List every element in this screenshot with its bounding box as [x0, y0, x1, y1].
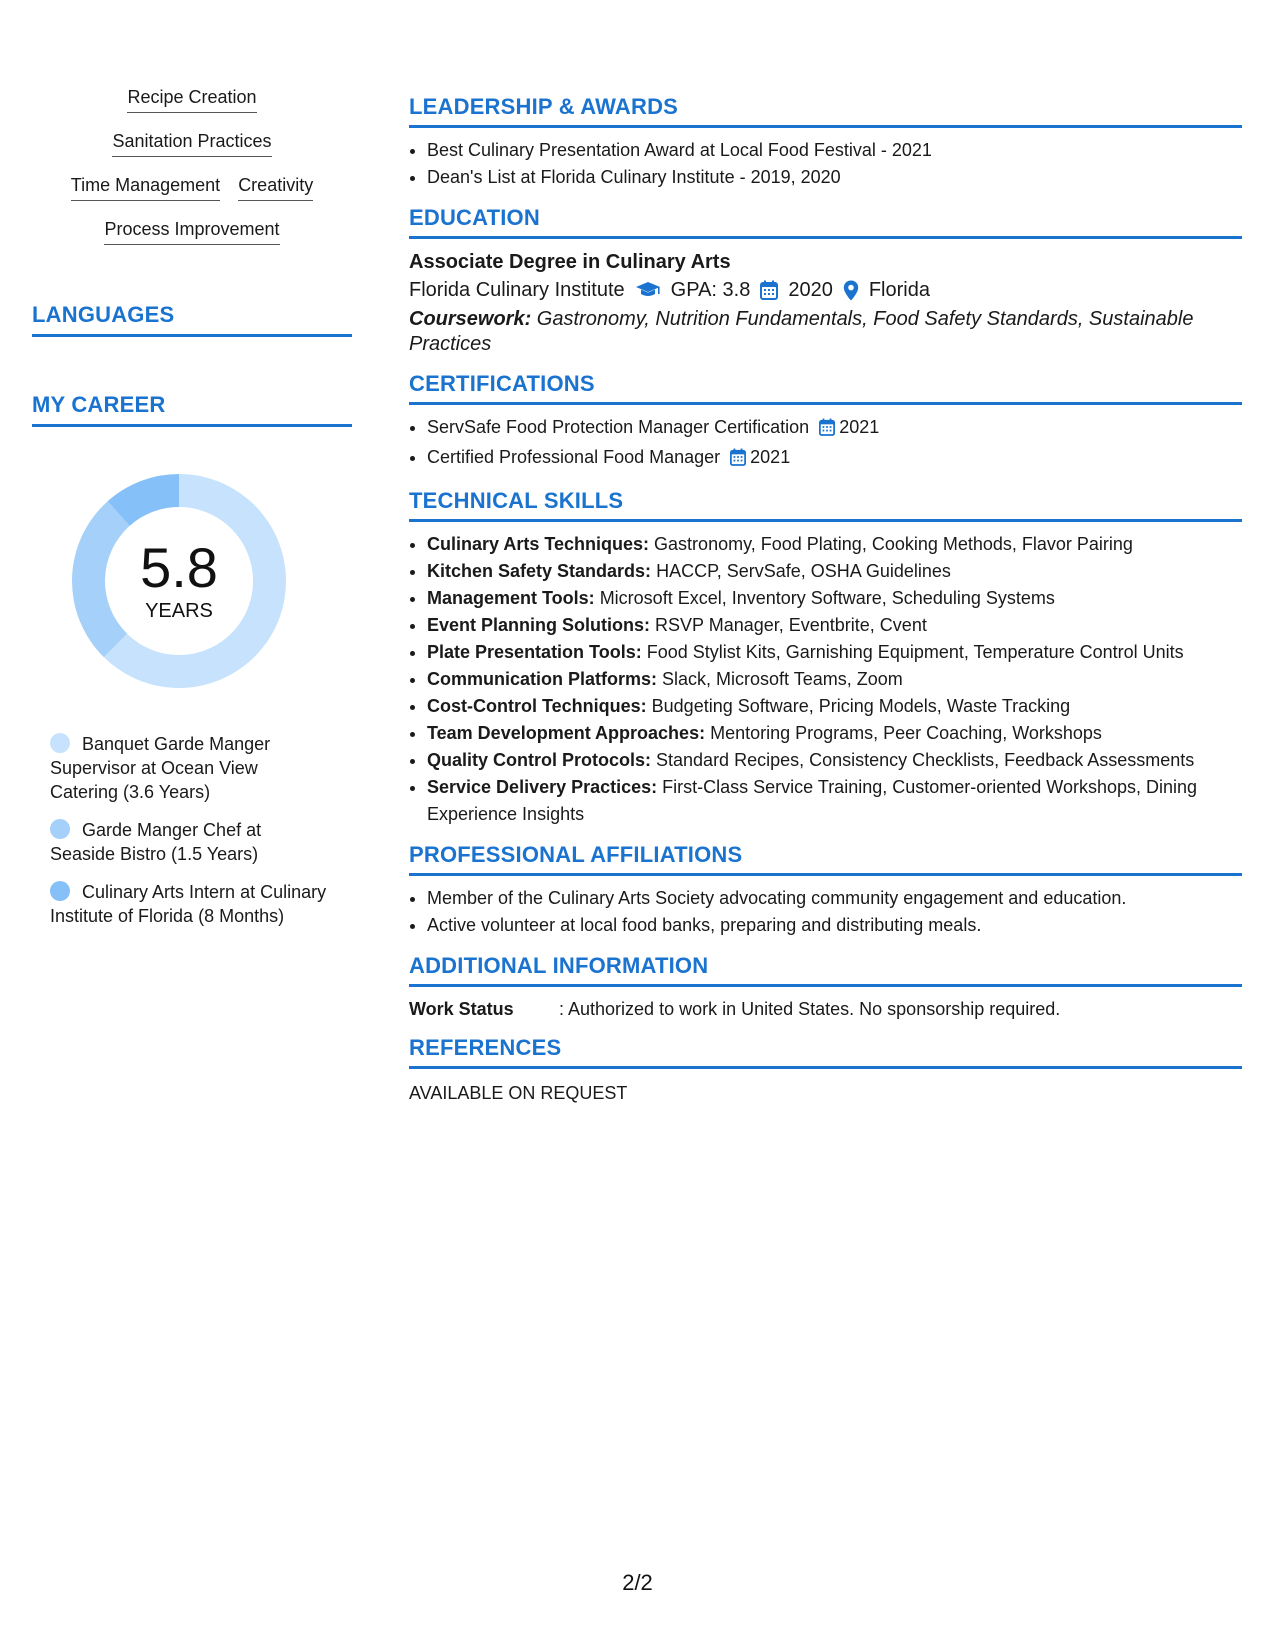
career-entry-label: Banquet Garde Manger Supervisor at Ocean View Catering (3.6 Years): [50, 734, 271, 802]
affiliations-list: [409, 885, 1242, 939]
references-heading: REFERENCES: [409, 1035, 1242, 1069]
skill-category: Kitchen Safety Standards:: [427, 561, 652, 581]
career-donut-chart: [66, 468, 292, 694]
languages-heading: LANGUAGES: [32, 302, 352, 337]
career-total-years: 5.8: [140, 536, 218, 599]
skill-values: Slack, Microsoft Teams, Zoom: [657, 669, 903, 689]
skill-values: HACCP, ServSafe, OSHA Guidelines: [651, 561, 951, 581]
affiliation-item: • Active volunteer at local food banks, preparing and distributing meals.: [427, 912, 1242, 939]
skill-category: Event Planning Solutions:: [427, 615, 651, 635]
technical-skill-item: [427, 666, 1242, 693]
legend-swatch: [50, 881, 70, 901]
coursework-label: Coursework:: [409, 308, 532, 330]
skill-category: Quality Control Protocols:: [427, 750, 652, 770]
calendar-icon: [730, 447, 746, 474]
certification-item: [427, 414, 1242, 444]
additional-info-heading: ADDITIONAL INFORMATION: [409, 953, 1242, 987]
career-legend: [50, 732, 330, 942]
career-legend-item: [50, 732, 330, 804]
coursework-text: Gastronomy, Nutrition Fundamentals, Food Safety Standards, Sustainable Practices: [409, 308, 1194, 355]
skill-category: Service Delivery Practices:: [427, 777, 658, 797]
right-column: [409, 94, 1242, 1119]
education-heading: EDUCATION: [409, 205, 1242, 239]
legend-swatch: [50, 819, 70, 839]
certification-name: Certified Professional Food Manager: [427, 447, 721, 467]
skill-tag: Process Improvement: [104, 218, 279, 245]
skill-values: Microsoft Excel, Inventory Software, Scheduling Systems: [594, 588, 1055, 608]
career-entry-label: Garde Manger Chef at Seaside Bistro (1.5 Years): [50, 820, 262, 864]
skill-values: Mentoring Programs, Peer Coaching, Workshops: [705, 723, 1102, 743]
affiliations-heading: PROFESSIONAL AFFILIATIONS: [409, 842, 1242, 876]
skill-tag: Sanitation Practices: [112, 130, 271, 157]
certification-item: [427, 444, 1242, 474]
education-coursework: [409, 307, 1242, 357]
technical-skills-heading: TECHNICAL SKILLS: [409, 488, 1242, 522]
technical-skill-item: [427, 612, 1242, 639]
leadership-heading: LEADERSHIP & AWARDS: [409, 94, 1242, 128]
certifications-heading: CERTIFICATIONS: [409, 371, 1242, 405]
technical-skill-item: [427, 585, 1242, 612]
education-section: [409, 205, 1242, 357]
skill-category: Plate Presentation Tools:: [427, 642, 642, 662]
affiliation-item: • Member of the Culinary Arts Society advocating community engagement and education.: [427, 885, 1242, 912]
donut-center: [66, 468, 292, 694]
skills-list: [32, 86, 352, 245]
career-legend-item: [50, 880, 330, 928]
skill-tag: Recipe Creation: [127, 86, 256, 113]
award-item: • Dean's List at Florida Culinary Institute - 2019, 2020: [427, 164, 1242, 191]
education-location: Florida: [868, 279, 930, 301]
calendar-icon: [760, 280, 778, 300]
education-school: Florida Culinary Institute: [409, 279, 625, 301]
leadership-section: [409, 94, 1242, 191]
skill-values: Standard Recipes, Consistency Checklists, Feedback Assessments: [651, 750, 1195, 770]
technical-skill-item: [427, 693, 1242, 720]
skill-category: Cost-Control Techniques:: [427, 696, 647, 716]
work-status-row: [409, 997, 1242, 1021]
career-total-unit: YEARS: [145, 600, 213, 622]
skill-category: Culinary Arts Techniques:: [427, 534, 650, 554]
skill-values: Gastronomy, Food Plating, Cooking Methods, Flavor Pairing: [649, 534, 1133, 554]
certifications-list: [409, 414, 1242, 474]
career-legend-item: [50, 818, 330, 866]
legend-swatch: [50, 733, 70, 753]
skill-row: [32, 218, 352, 245]
education-details: [409, 275, 1242, 305]
work-status-value: : Authorized to work in United States. No sponsorship required.: [559, 999, 1061, 1019]
technical-skill-item: [427, 531, 1242, 558]
page-number: 2/2: [622, 1570, 653, 1595]
education-gpa: GPA: 3.8: [670, 279, 751, 301]
work-status-label: Work Status: [409, 999, 514, 1019]
skill-values: RSVP Manager, Eventbrite, Cvent: [650, 615, 927, 635]
additional-info-section: [409, 953, 1242, 1021]
certification-year: 2021: [750, 447, 791, 467]
certifications-section: [409, 371, 1242, 474]
career-heading: MY CAREER: [32, 392, 352, 427]
skill-category: Team Development Approaches:: [427, 723, 706, 743]
skill-category: Communication Platforms:: [427, 669, 658, 689]
technical-skill-item: [427, 747, 1242, 774]
leadership-list: [409, 137, 1242, 191]
education-degree: Associate Degree in Culinary Arts: [409, 251, 731, 273]
technical-skill-item: [427, 558, 1242, 585]
skill-tag: Creativity: [238, 174, 313, 201]
education-year: 2020: [788, 279, 833, 301]
skill-row: [32, 130, 352, 157]
references-text: AVAILABLE ON REQUEST: [409, 1083, 628, 1103]
map-pin-icon: [843, 280, 859, 301]
left-column: [32, 86, 352, 926]
graduation-cap-icon: [635, 281, 661, 299]
technical-skill-item: [427, 720, 1242, 747]
affiliations-section: [409, 842, 1242, 939]
certification-year: 2021: [839, 417, 880, 437]
career-entry-label: Culinary Arts Intern at Culinary Institute of Florida (8 Months): [50, 882, 327, 926]
technical-skill-item: [427, 774, 1242, 828]
technical-skills-section: [409, 488, 1242, 828]
technical-skills-list: [409, 531, 1242, 828]
skill-values: Food Stylist Kits, Garnishing Equipment, Temperature Control Units: [641, 642, 1184, 662]
references-section: [409, 1035, 1242, 1105]
technical-skill-item: [427, 639, 1242, 666]
skill-tag: Time Management: [71, 174, 220, 201]
skill-values: First-Class Service Training, Customer-oriented Workshops, Dining Experience Insights: [427, 777, 1198, 824]
skill-row: [32, 86, 352, 113]
certification-name: ServSafe Food Protection Manager Certification: [427, 417, 810, 437]
calendar-icon: [819, 417, 835, 444]
skill-row: [32, 174, 352, 201]
award-item: • Best Culinary Presentation Award at Local Food Festival - 2021: [427, 137, 1242, 164]
skill-category: Management Tools:: [427, 588, 595, 608]
skill-values: Budgeting Software, Pricing Models, Waste Tracking: [646, 696, 1071, 716]
